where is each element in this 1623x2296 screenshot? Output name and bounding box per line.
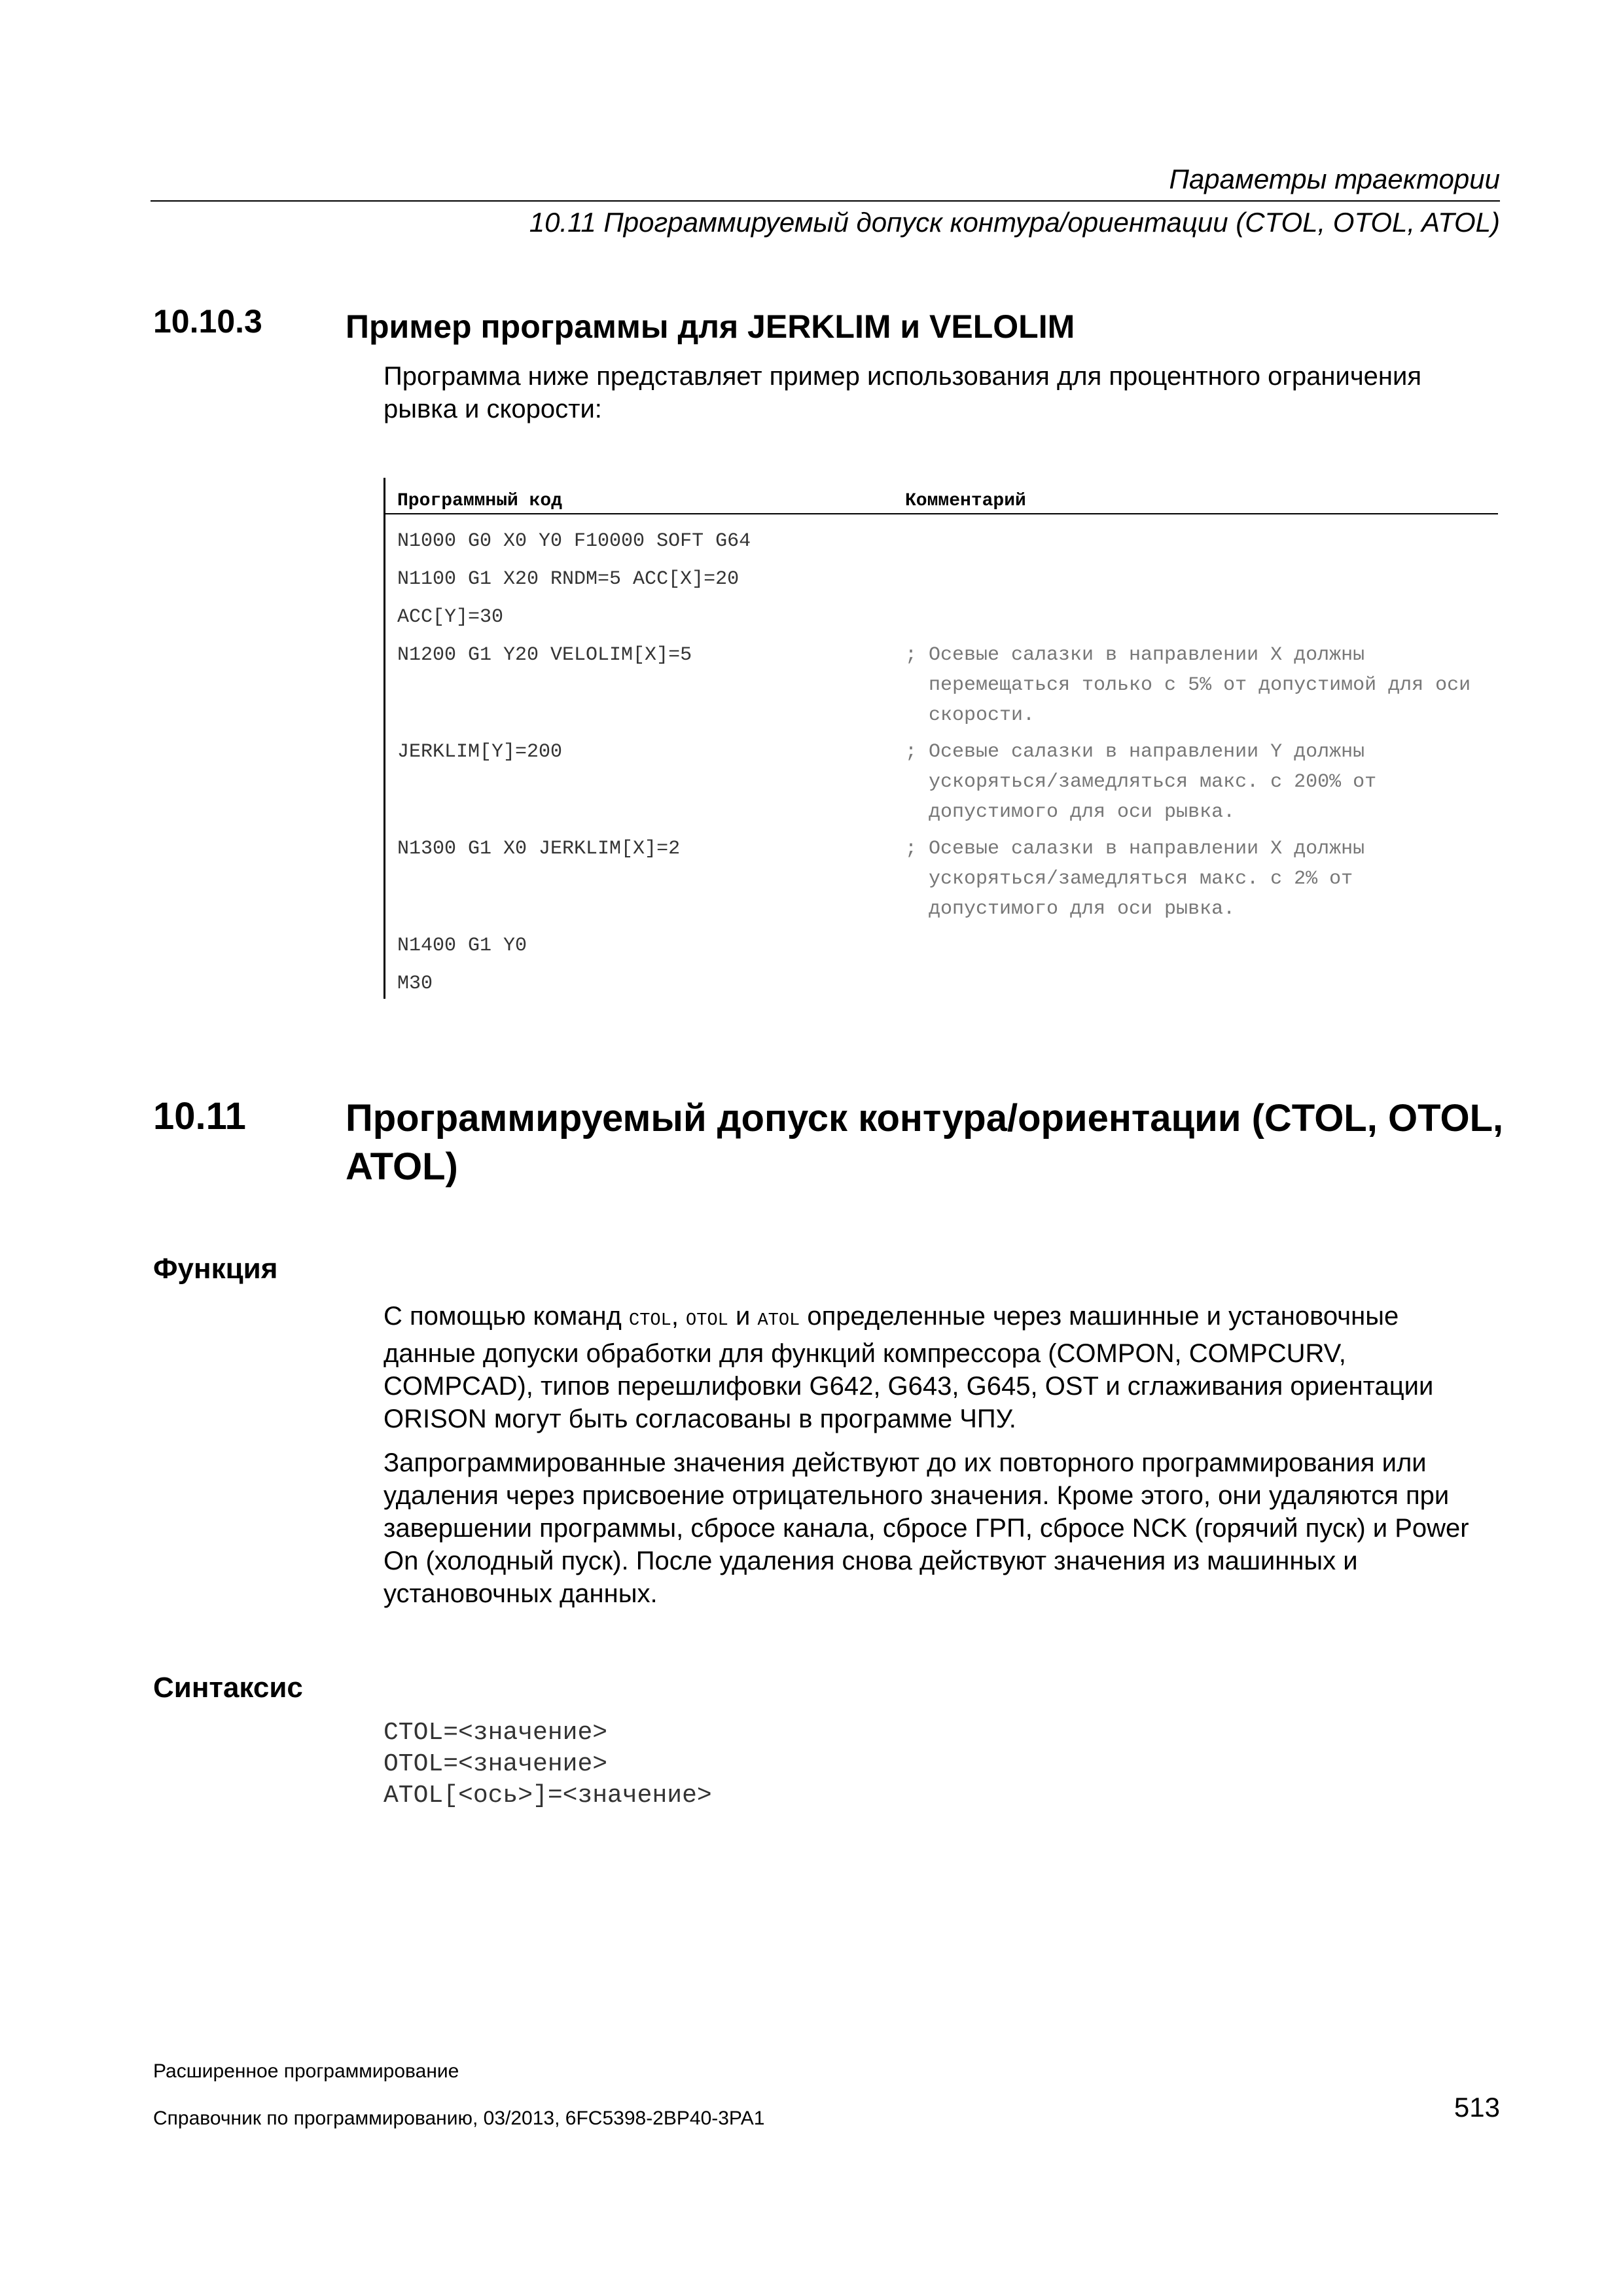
code-line: ACC[Y]=30 — [397, 606, 504, 628]
syntax-line: CTOL=<значение> — [383, 1719, 608, 1747]
page-number: 513 — [1454, 2092, 1500, 2123]
running-header-subtitle: 10.11 Программируемый допуск контура/ориентации (CTOL, OTOL, ATOL) — [529, 207, 1500, 238]
text-run: и — [728, 1302, 758, 1331]
code-comment: Осевые салазки в направлении X должны перемещаться только с 5% от допустимой для оси скорости. — [929, 644, 1471, 726]
running-header-title: Параметры траектории — [1169, 164, 1500, 194]
code-line: N1300 G1 X0 JERKLIM[X]=2 — [397, 838, 681, 860]
column-header-comment: Комментарий — [905, 491, 1026, 511]
code-line: N1000 G0 X0 Y0 F10000 SOFT G64 — [397, 530, 751, 552]
function-paragraph-1 — [383, 1300, 1496, 1435]
syntax-line: OTOL=<значение> — [383, 1750, 608, 1778]
code-comment: Осевые салазки в направлении Y должны ускоряться/замедляться макс. с 200% от допустимого для оси рывка. — [929, 741, 1377, 823]
command-atol: ATOL — [757, 1311, 800, 1331]
section-title: Программируемый допуск контура/ориентации (CTOL, OTOL, ATOL) — [346, 1097, 1504, 1188]
text-run: С помощью команд — [383, 1302, 629, 1331]
command-ctol: CTOL — [629, 1311, 671, 1331]
footer-book-title: Расширенное программирование — [153, 2060, 459, 2082]
code-line: N1100 G1 X20 RNDM=5 ACC[X]=20 — [397, 568, 740, 590]
code-line: M30 — [397, 973, 433, 995]
comment-marker: ; — [905, 644, 918, 666]
syntax-line: ATOL[<ось>]=<значение> — [383, 1782, 712, 1810]
table-header-rule — [385, 513, 1498, 514]
code-line: JERKLIM[Y]=200 — [397, 741, 563, 763]
text-run: , — [671, 1302, 687, 1331]
code-line: N1200 G1 Y20 VELOLIM[X]=5 — [397, 644, 692, 666]
section-number: 10.10.3 — [153, 303, 262, 340]
function-heading: Функция — [153, 1253, 278, 1285]
function-paragraph-2: Запрограммированные значения действуют до их повторного программирования или удаления через присвоение отрицательного значения. Кроме этого, они удаляются при завершении программы, сбросе канала, сбросе ГРП, сбросе NCK (горячий пуск) и Power On (холодный пуск). После удаления снова действуют значения из машинных и установочных данных. — [383, 1448, 1469, 1608]
text-run: определенные через машинные и установочные данные допуски обработки для функций компрессора (COMPON, COMPCURV, COMPCAD), типов перешлифовки G642, G643, G645, OST и сглаживания ориентации ORISON могут быть согласованы в программе ЧПУ. — [383, 1302, 1434, 1433]
column-header-code: Программный код — [397, 491, 563, 511]
code-line: N1400 G1 Y0 — [397, 935, 527, 957]
comment-marker: ; — [905, 838, 918, 860]
code-comment: Осевые салазки в направлении X должны ускоряться/замедляться макс. с 2% от допустимого для оси рывка. — [929, 838, 1365, 920]
section-intro: Программа ниже представляет пример использования для процентного ограничения рывка и скорости: — [383, 362, 1422, 423]
program-code-table — [383, 478, 1498, 999]
section-title: Пример программы для JERKLIM и VELOLIM — [346, 308, 1075, 345]
command-otol: OTOL — [686, 1311, 728, 1331]
comment-marker: ; — [905, 741, 918, 763]
header-rule — [151, 200, 1500, 202]
footer-manual-info: Справочник по программированию, 03/2013, 6FC5398-2BP40-3PA1 — [153, 2108, 765, 2129]
section-number: 10.11 — [153, 1095, 246, 1138]
syntax-heading: Синтаксис — [153, 1672, 303, 1704]
